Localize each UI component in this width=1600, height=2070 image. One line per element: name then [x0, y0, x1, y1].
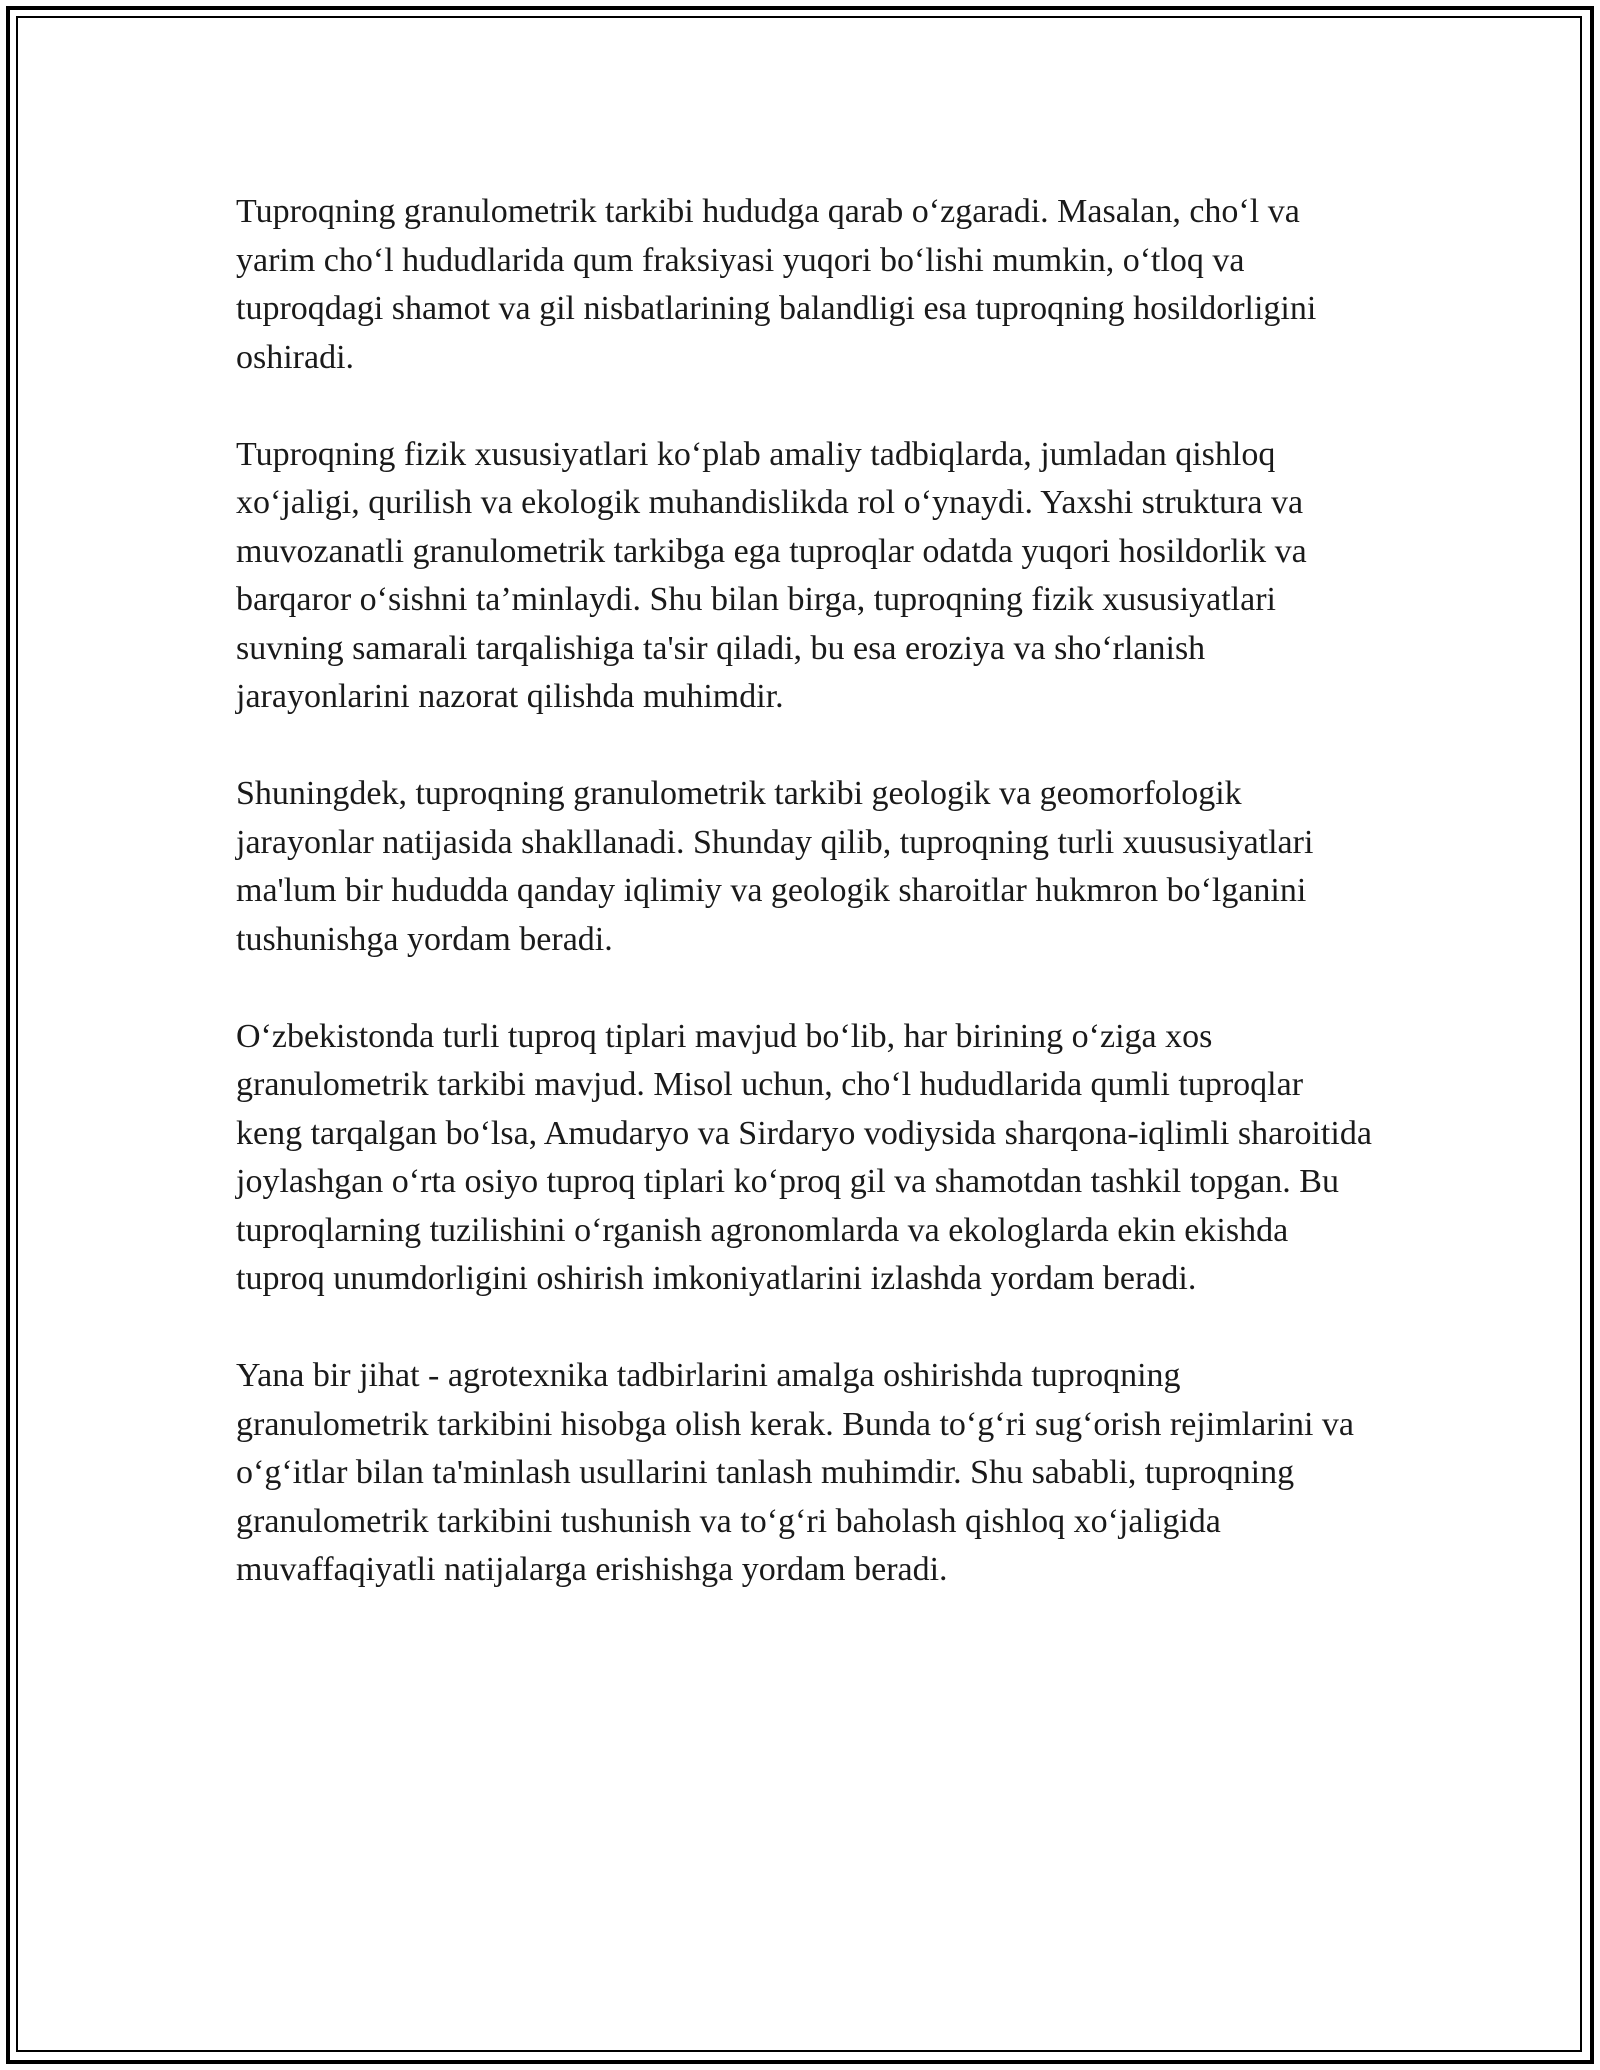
paragraph-5: Yana bir jihat - agrotexnika tadbirlarini amalga oshirishda tuproqning granulometrik tarkibini hisobga olish kerak. Bunda to‘g‘ri sug‘orish rejimlarini va o‘g‘itlar bilan ta'minlash usullarini tanlash muhimdir. Shu sababli, tuproqning granulometrik tarkibini tushunish va to‘g‘ri baholash qishloq xo‘jaligida muvaffaqiyatli natijalarga erishishga yordam beradi.: [236, 1357, 1354, 1588]
paragraph-4: O‘zbekistonda turli tuproq tiplari mavjud bo‘lib, har birining o‘ziga xos granulometrik tarkibi mavjud. Misol uchun, cho‘l hududlarida qumli tuproqlar keng tarqalgan bo‘lsa, Amudaryo va Sirdaryo vodiysida sharqona-iqlimli sharoitida joylashgan o‘rta osiyo tuproq tiplari ko‘proq gil va shamotdan tashkil topgan. Bu tuproqlarning tuzilishini o‘rganish agronomlarda va ekologlarda ekin ekishda tuproq unumdorligini oshirish imkoniyatlarini izlashda yordam beradi.: [236, 1017, 1372, 1297]
paragraph-3: Shuningdek, tuproqning granulometrik tarkibi geologik va geomorfologik jarayonlar natijasida shakllanadi. Shunday qilib, tuproqning turli xuususiyatlari ma'lum bir hududda qanday iqlimiy va geologik sharoitlar hukmron bo‘lganini tushunishga yordam beradi.: [236, 775, 1314, 958]
document-body: [236, 188, 1376, 1643]
paragraph-1: Tuproqning granulometrik tarkibi hududga qarab o‘zgaradi. Masalan, cho‘l va yarim cho‘l hududlarida qum fraksiyasi yuqori bo‘lishi mumkin, o‘tloq va tuproqdagi shamot va gil nisbatlarining balandligi esa tuproqning hosildorligini oshiradi.: [236, 193, 1317, 376]
paragraph-2: Tuproqning fizik xususiyatlari ko‘plab amaliy tadbiqlarda, jumladan qishloq xo‘jaligi, qurilish va ekologik muhandislikda rol o‘ynaydi. Yaxshi struktura va muvozanatli granulometrik tarkibga ega tuproqlar odatda yuqori hosildorlik va barqaror o‘sishni ta’minlaydi. Shu bilan birga, tuproqning fizik xususiyatlari suvning samarali tarqalishiga ta'sir qiladi, bu esa eroziya va sho‘rlanish jarayonlarini nazorat qilishda muhimdir.: [236, 435, 1307, 715]
